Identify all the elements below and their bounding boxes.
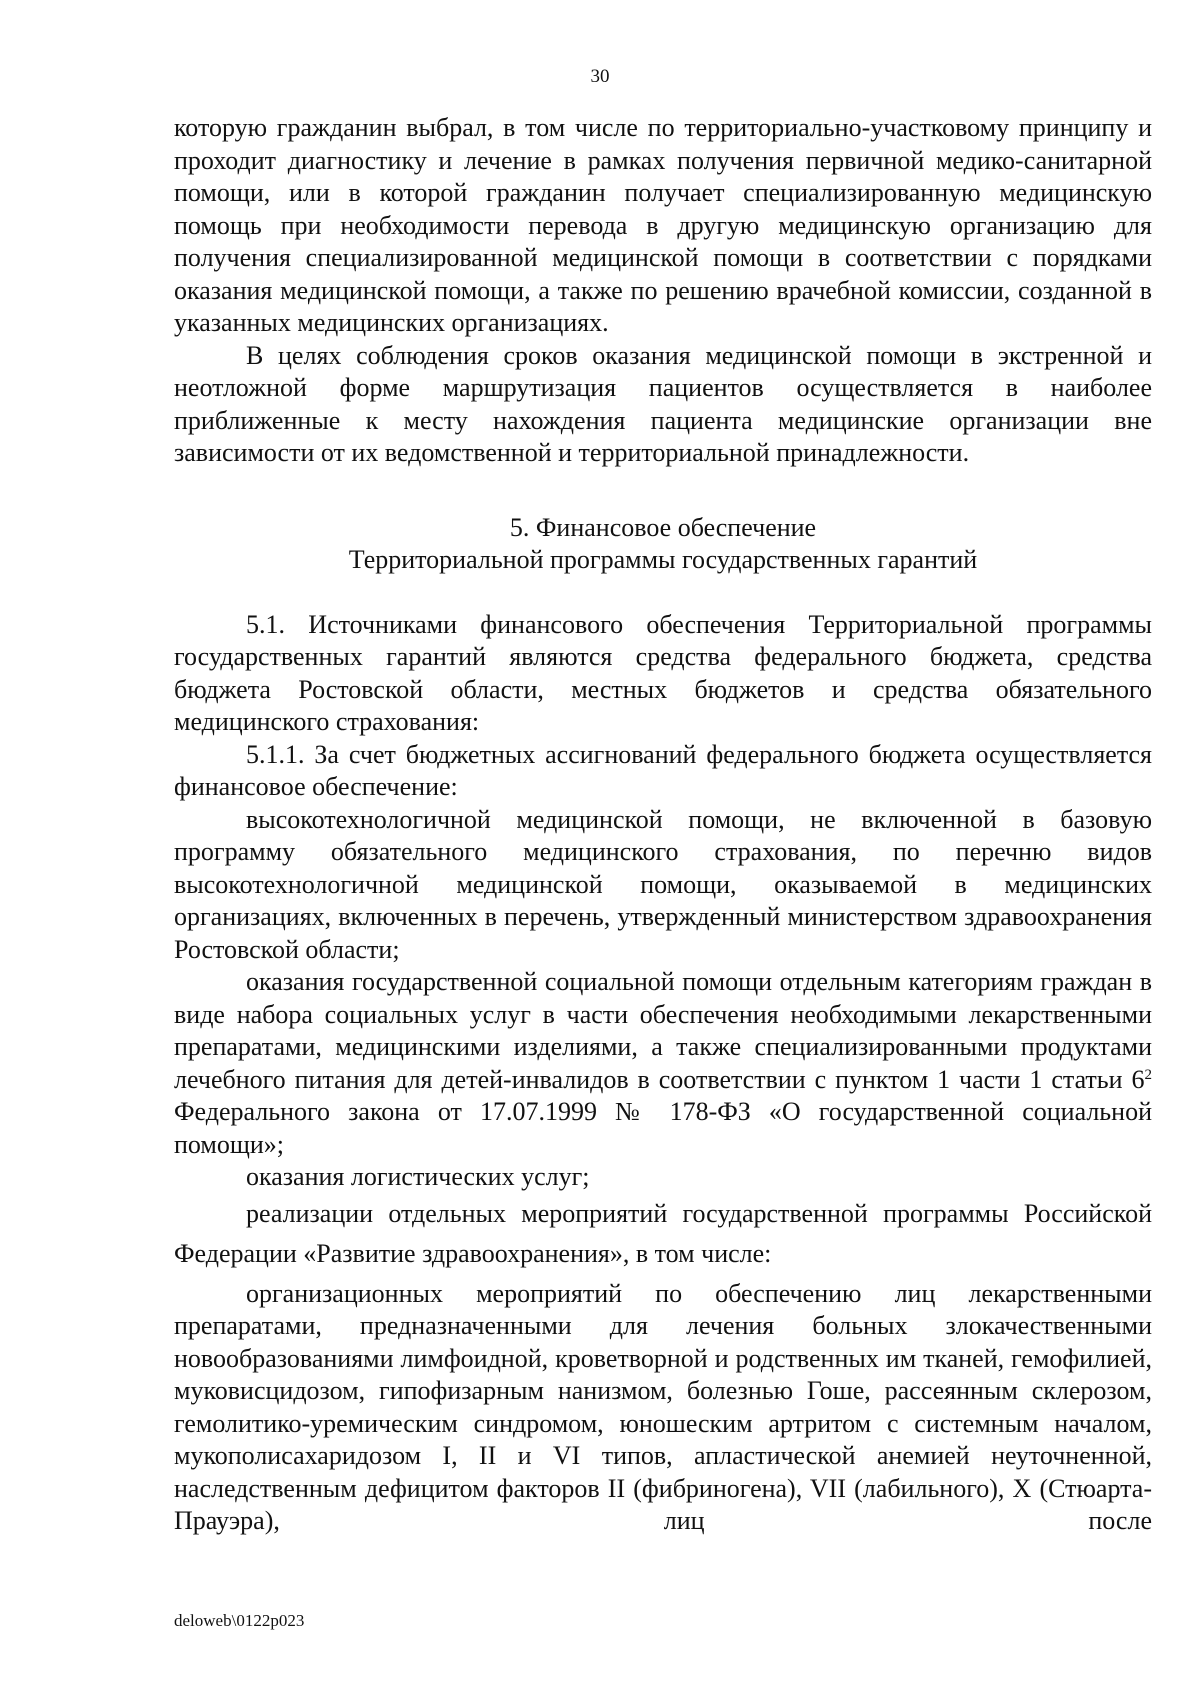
paragraph-state-program: реализации отдельных мероприятий государственной программы Российской Федерации «Развитие здравоохранения», в том числе: [174,1198,1152,1268]
page-number: 30 [590,66,610,87]
paragraph-5-1: 5.1. Источниками финансового обеспечения Территориальной программы государственных гарантий являются средства федерального бюджета, средства бюджета Ростовской области, местных бюджетов и средства обязательного медицинского страхования: [174,609,1152,736]
paragraph-logistics: оказания логистических услуг; [246,1162,590,1191]
paragraph-emergency-routing: В целях соблюдения сроков оказания медицинской помощи в экстренной и неотложной форме маршрутизация пациентов осуществляется в наиболее приближенные к месту нахождения пациента медицинские организации вне зависимости от их ведомственной и территориальной принадлежности. [174,340,1152,467]
paragraph-organizational-measures: организационных мероприятий по обеспечению лиц лекарственными препаратами, предназначенными для лечения больных злокачественными новообразованиями лимфоидной, кроветворной и родственных им тканей, гемофилией, муковисцидозом, гипофизарным нанизмом, болезнью Гоше, рассеянным склерозом, гемолитико-уремическим синдромом, юношеским артритом с системным началом, мукополисахаридозом I, II и VI типов, апластической анемией неуточненной, наследственным дефицитом факторов II (фибриногена), VII (лабильного), X (Стюарта-Прауэра), лиц после [174,1278,1152,1535]
paragraph-social-assistance-part-1: оказания государственной социальной помощи отдельным категориям граждан в виде набора социальных услуг в части обеспечения необходимыми лекарственными препаратами, медицинскими изделиями, а также специализированными продуктами лечебного питания для детей-инвалидов в соответствии с пунктом 1 части 1 статьи 6 [174,967,1152,1094]
section-heading-line-2: Территориальной программы государственных гарантий [348,545,978,574]
paragraph-continuation: которую гражданин выбрал, в том числе по территориально-участковому принципу и проходит диагностику и лечение в рамках получения первичной медико-санитарной помощи, или в которой гражданин получает специализированную медицинскую помощь при необходимости перевода в другую медицинскую организацию для получения специализированной медицинской помощи в соответствии с порядками оказания медицинской помощи, а также по решению врачебной комиссии, созданной в указанных медицинских организациях. [174,113,1152,337]
section-heading-line-1: 5. Финансовое обеспечение [509,512,817,542]
superscript: 2 [1144,1066,1152,1083]
footer-code: deloweb\0122p023 [174,1611,305,1630]
paragraph-high-tech-care: высокотехнологичной медицинской помощи, не включенной в базовую программу обязательного медицинского страхования, по перечню видов высокотехнологичной медицинской помощи, оказываемой в медицинских организациях, включенных в перечень, утвержденный министерством здравоохранения Ростовской области; [174,804,1152,964]
section-heading [174,512,1152,577]
document-body [174,112,1152,1538]
paragraph-social-assistance [174,966,1152,1161]
paragraph-5-1-1: 5.1.1. За счет бюджетных ассигнований федерального бюджета осуществляется финансовое обеспечение: [174,739,1152,801]
paragraph-social-assistance-part-2: Федерального закона от 17.07.1999 № 178-ФЗ «О государственной социальной помощи»; [174,1097,1152,1159]
